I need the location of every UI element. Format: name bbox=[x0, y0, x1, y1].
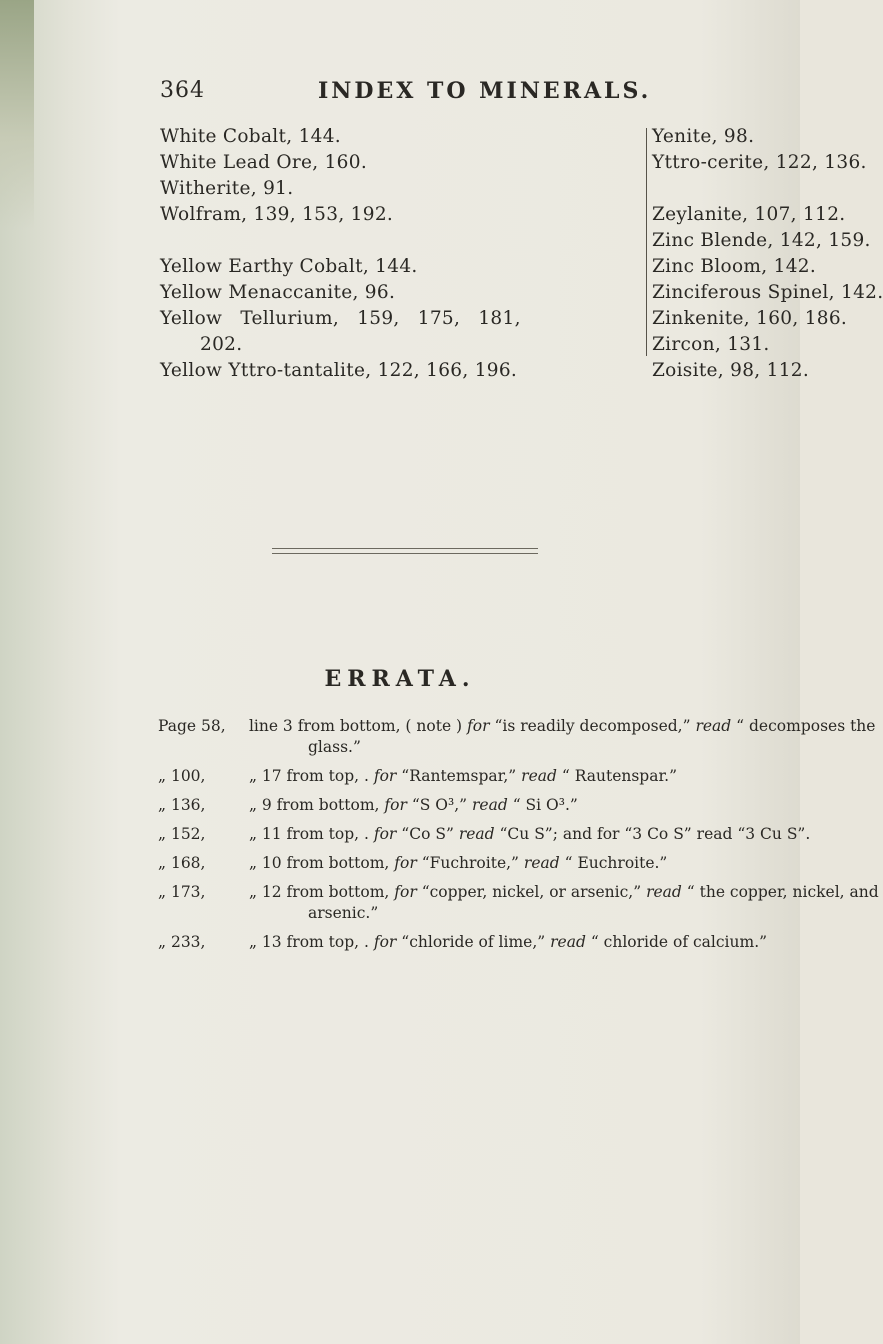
errata-for-text: “Fuchroite,” bbox=[421, 854, 519, 872]
errata-line: „ 17 from top, . bbox=[248, 767, 369, 785]
section-rule bbox=[272, 553, 538, 554]
errata-page: „ 168, bbox=[158, 854, 206, 872]
section-rule bbox=[272, 548, 538, 549]
errata-row bbox=[158, 824, 811, 845]
errata-row bbox=[158, 882, 879, 924]
errata-read-text: “ Rautenspar.” bbox=[561, 767, 678, 785]
errata-for-text: “Rantemspar,” bbox=[401, 767, 517, 785]
errata-for-text: “S O³,” bbox=[411, 796, 468, 814]
errata-for-text: “copper, nickel, or arsenic,” bbox=[421, 883, 642, 901]
errata-row bbox=[158, 716, 876, 758]
page-number: 364 bbox=[160, 78, 205, 103]
index-entry-continuation: 202. bbox=[200, 334, 243, 355]
index-entry: Zinciferous Spinel, 142. bbox=[652, 282, 883, 303]
errata-for-word: for bbox=[394, 854, 417, 872]
errata-read-text: “ the copper, nickel, and bbox=[686, 883, 879, 901]
errata-for-word: for bbox=[373, 933, 397, 951]
errata-row bbox=[158, 932, 788, 953]
index-entry: Yttro-cerite, 122, 136. bbox=[652, 152, 867, 173]
index-entry: Wolfram, 139, 153, 192. bbox=[160, 204, 394, 225]
errata-line: „ 13 from top, . bbox=[248, 933, 369, 951]
errata-page: „ 233, bbox=[158, 933, 206, 951]
index-entry: Zoisite, 98, 112. bbox=[652, 360, 810, 381]
errata-row bbox=[158, 795, 788, 816]
errata-read-word: read bbox=[550, 933, 586, 951]
errata-line: line 3 from bottom, ( note ) bbox=[248, 717, 463, 735]
errata-for-text: “chloride of lime,” bbox=[401, 933, 546, 951]
index-entry: Zircon, 131. bbox=[652, 334, 770, 355]
errata-row bbox=[158, 766, 788, 787]
index-entry: Yellow Tellurium, 159, 175, 181, bbox=[160, 308, 521, 329]
index-entry: Yellow Menaccanite, 96. bbox=[160, 282, 396, 303]
errata-title: ERRATA. bbox=[324, 666, 476, 692]
errata-read-text: “ Euchroite.” bbox=[564, 854, 668, 872]
running-title: INDEX TO MINERALS. bbox=[318, 78, 652, 104]
errata-line: „ 11 from top, . bbox=[248, 825, 369, 843]
index-left-column bbox=[160, 124, 640, 384]
errata-read-word: read bbox=[523, 854, 560, 872]
errata-read-text: “ chloride of calcium.” bbox=[590, 933, 768, 951]
errata-page: „ 100, bbox=[158, 767, 206, 785]
errata-list bbox=[158, 716, 879, 961]
errata-continuation: glass.” bbox=[308, 738, 361, 756]
index-entry: Yellow Earthy Cobalt, 144. bbox=[160, 256, 418, 277]
index-entry: Zeylanite, 107, 112. bbox=[652, 204, 846, 225]
index-entry: Zinc Bloom, 142. bbox=[652, 256, 817, 277]
index-entry: White Lead Ore, 160. bbox=[160, 152, 368, 173]
errata-for-word: for bbox=[373, 767, 397, 785]
index-gap bbox=[160, 228, 640, 254]
errata-read-word: read bbox=[472, 796, 508, 814]
errata-read-word: read bbox=[521, 767, 557, 785]
column-divider bbox=[646, 128, 647, 356]
errata-for-word: for bbox=[384, 796, 407, 814]
errata-page: „ 152, bbox=[158, 825, 206, 843]
page-header bbox=[0, 78, 800, 118]
index-entry: Yellow Yttro-tantalite, 122, 166, 196. bbox=[160, 360, 518, 381]
index-entry: Witherite, 91. bbox=[160, 178, 294, 199]
errata-line: „ 9 from bottom, bbox=[248, 796, 380, 814]
index-entry: White Cobalt, 144. bbox=[160, 126, 341, 147]
index-entry: Yenite, 98. bbox=[652, 126, 755, 147]
errata-for-word: for bbox=[373, 825, 397, 843]
errata-page: „ 136, bbox=[158, 796, 206, 814]
errata-for-text: “is readily decomposed,” bbox=[494, 717, 691, 735]
errata-page: „ 173, bbox=[158, 883, 206, 901]
errata-for-text: “Co S” bbox=[401, 825, 454, 843]
errata-read-word: read bbox=[646, 883, 682, 901]
index-entry: Zinc Blende, 142, 159. bbox=[652, 230, 871, 251]
errata-page: Page 58, bbox=[158, 717, 226, 735]
errata-line: „ 10 from bottom, bbox=[248, 854, 390, 872]
errata-read-word: read bbox=[695, 717, 732, 735]
errata-read-text: “ decomposes the bbox=[736, 717, 876, 735]
errata-read-text: “Cu S”; and for “3 Co S” read “3 Cu S”. bbox=[499, 825, 811, 843]
index-entry: Zinkenite, 160, 186. bbox=[652, 308, 848, 329]
errata-read-word: read bbox=[458, 825, 495, 843]
errata-for-word: for bbox=[467, 717, 490, 735]
errata-row bbox=[158, 853, 788, 874]
index-right-column bbox=[652, 124, 883, 384]
errata-line: „ 12 from bottom, bbox=[248, 883, 390, 901]
index-gap bbox=[652, 176, 792, 202]
errata-continuation: arsenic.” bbox=[308, 904, 379, 922]
errata-read-text: “ Si O³.” bbox=[512, 796, 578, 814]
errata-for-word: for bbox=[394, 883, 417, 901]
